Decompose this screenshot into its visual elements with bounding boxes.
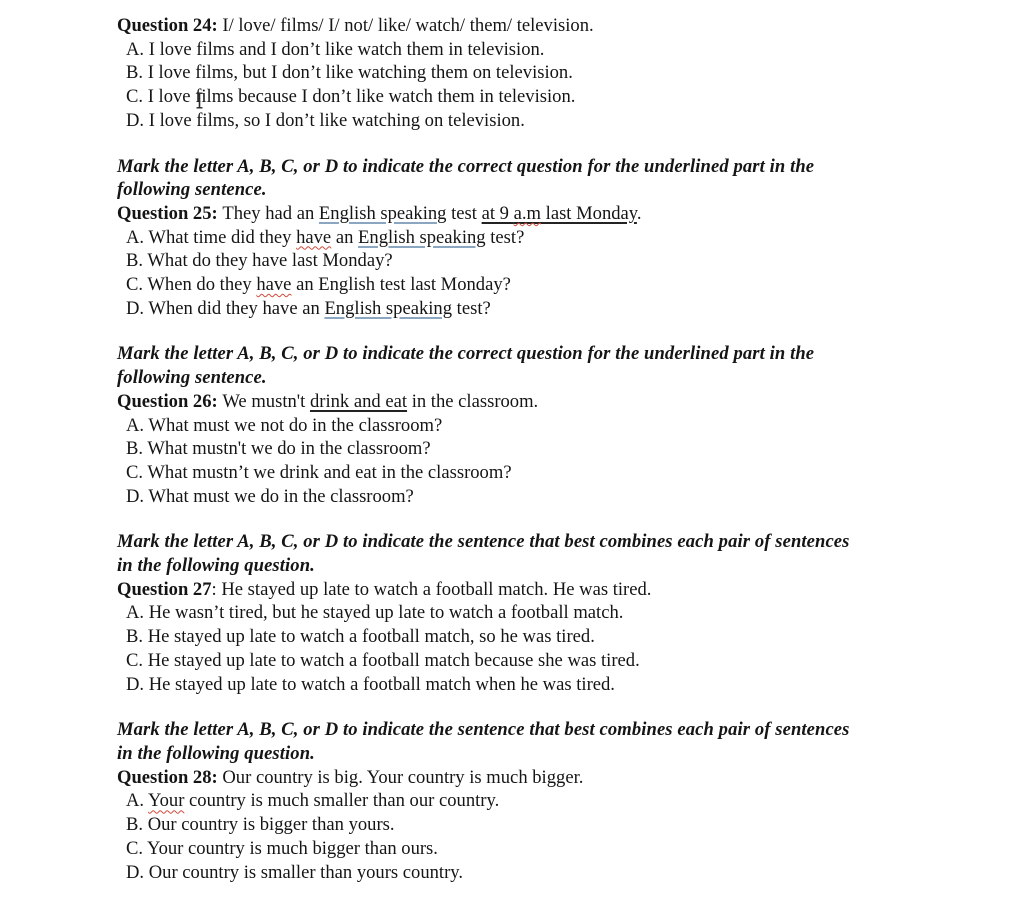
text-run: Mark the letter A, B, C, or D to indicate the correct question for the underlined part in the: [117, 155, 815, 177]
instruction-line: [117, 155, 934, 179]
instruction-line: [117, 178, 934, 202]
text-run: Our country is big. Your country is much bigger.: [222, 766, 584, 788]
question-line: [117, 766, 934, 790]
underlined-phrase: English speaking: [324, 297, 453, 319]
text-run: an English test last Monday?: [291, 274, 511, 296]
text-run: C. I love films because I don’t like watch them in television.: [126, 86, 576, 108]
question-block: [117, 14, 934, 133]
test-content: [117, 14, 934, 884]
text-run: B. What mustn't we do in the classroom?: [126, 438, 431, 460]
text-run: D. I love films, so I don’t like watching on television.: [126, 109, 525, 131]
option-line: [117, 273, 934, 297]
underlined-phrase: at 9: [481, 202, 514, 224]
text-run: B. What do they have last Monday?: [126, 250, 393, 272]
text-run: test?: [452, 297, 491, 319]
underlined-phrase: last Monday: [541, 202, 637, 224]
text-run: We mustn't: [222, 390, 310, 412]
text-run: C. He stayed up late to watch a football match because she was tired.: [126, 649, 640, 671]
spellcheck-word: have: [256, 274, 292, 296]
underlined-phrase: drink and eat: [309, 390, 408, 412]
option-line: [117, 861, 934, 885]
question-block: [117, 530, 934, 696]
text-run: B. Our country is bigger than yours.: [126, 814, 395, 836]
option-line: [117, 61, 934, 85]
question-label: Question 25:: [117, 202, 223, 224]
option-line: [117, 297, 934, 321]
spellcheck-word: Your: [148, 790, 185, 812]
text-run: Mark the letter A, B, C, or D to indicate the sentence that best combines each pair of sentences: [117, 719, 850, 741]
option-line: [117, 461, 934, 485]
text-run: C. What mustn’t we drink and eat in the classroom?: [126, 461, 512, 483]
text-run: an: [331, 226, 359, 248]
text-run: D. Our country is smaller than yours country.: [126, 861, 464, 883]
text-run: in the following question.: [117, 555, 315, 577]
instruction-line: [117, 554, 934, 578]
question-line: [117, 14, 934, 38]
instruction-line: [117, 366, 934, 390]
text-run: country is much smaller than our country.: [184, 790, 500, 812]
text-run: following sentence.: [117, 179, 267, 201]
question-line: [117, 390, 934, 414]
option-line: [117, 673, 934, 697]
underlined-phrase: [514, 203, 541, 224]
text-run: B. He stayed up late to watch a football match, so he was tired.: [126, 626, 595, 648]
option-line: [117, 109, 934, 133]
text-run: D. When did they have an: [126, 297, 325, 319]
question-block: [117, 155, 934, 321]
option-line: [117, 813, 934, 837]
text-run: C. Your country is much bigger than ours.: [126, 837, 438, 859]
text-run: A. He wasn’t tired, but he stayed up late to watch a football match.: [126, 602, 624, 624]
option-line: [117, 226, 934, 250]
question-label: Question 24:: [117, 15, 223, 36]
text-run: test: [446, 202, 482, 224]
spellcheck-word: have: [296, 226, 332, 248]
text-run: test?: [485, 226, 525, 248]
question-block: [117, 718, 934, 884]
text-run: following sentence.: [117, 367, 267, 389]
text-run: in the classroom.: [407, 390, 539, 412]
question-line: [117, 202, 934, 226]
text-run: A. I love films and I don’t like watch them in television.: [126, 38, 545, 60]
text-run: A. What time did they: [126, 226, 297, 248]
text-run: I/ love/ films/ I/ not/ like/ watch/ them/ television.: [222, 15, 594, 36]
underlined-phrase: English speaking: [318, 202, 447, 224]
option-line: [117, 85, 934, 109]
text-run: They had an: [222, 202, 319, 224]
option-line: [117, 625, 934, 649]
text-run: Mark the letter A, B, C, or D to indicate the sentence that best combines each pair of sentences: [117, 531, 850, 553]
option-line: [117, 249, 934, 273]
text-run: : He stayed up late to watch a football match. He was tired.: [211, 578, 652, 600]
spellcheck-word: a.m: [513, 202, 541, 224]
underlined-phrase: English speaking: [358, 226, 486, 248]
text-run: .: [636, 202, 642, 224]
question-label: Question 27: [117, 578, 212, 600]
text-run: A.: [126, 790, 149, 812]
instruction-line: [117, 742, 934, 766]
text-run: D. What must we do in the classroom?: [126, 485, 414, 507]
option-line: [117, 649, 934, 673]
option-line: [117, 414, 934, 438]
question-label: Question 28:: [117, 766, 223, 788]
question-line: [117, 578, 934, 602]
option-line: [117, 437, 934, 461]
text-run: Mark the letter A, B, C, or D to indicate the correct question for the underlined part in the: [117, 343, 815, 365]
option-line: [117, 601, 934, 625]
text-run: in the following question.: [117, 742, 315, 764]
instruction-line: [117, 530, 934, 554]
option-line: [117, 837, 934, 861]
text-run: D. He stayed up late to watch a football match when he was tired.: [126, 673, 615, 695]
text-run: C. When do they: [126, 274, 257, 296]
text-run: A. What must we not do in the classroom?: [126, 414, 443, 436]
option-line: [117, 38, 934, 62]
question-label: Question 26:: [117, 390, 223, 412]
option-line: [117, 789, 934, 813]
instruction-line: [117, 718, 934, 742]
text-run: B. I love films, but I don’t like watching them on television.: [126, 62, 573, 84]
option-line: [117, 485, 934, 509]
question-block: [117, 342, 934, 508]
instruction-line: [117, 342, 934, 366]
